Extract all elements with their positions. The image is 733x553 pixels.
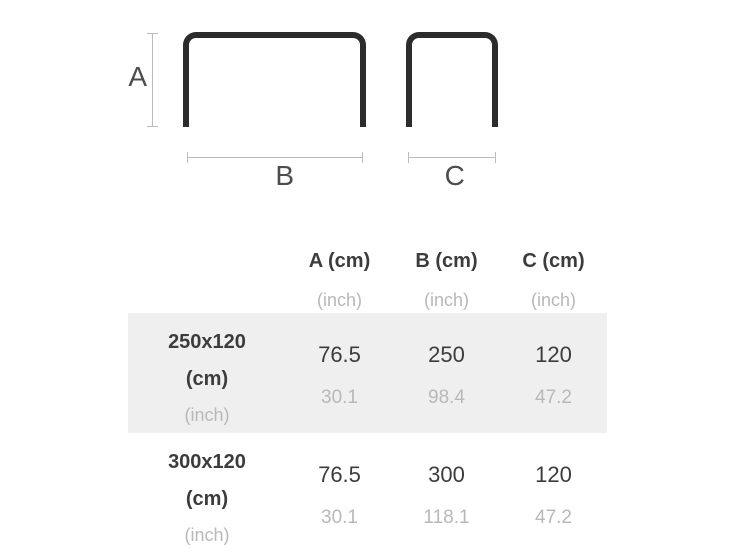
column-header-a-inch: (inch): [316, 290, 362, 310]
frame-front-view: [183, 32, 366, 127]
value-cm: 76.5: [318, 341, 361, 367]
depth-dimension-line: [408, 157, 496, 158]
column-header-b-inch: (inch): [423, 290, 469, 310]
width-dimension-line: [187, 157, 363, 158]
value-inch: 30.1: [321, 386, 358, 408]
width-label: B: [275, 160, 295, 191]
row-size: 300x120: [168, 451, 246, 473]
dimension-diagram: [0, 0, 733, 210]
row-unit-inch: (inch): [184, 405, 230, 425]
cell-300x120-b: [393, 433, 500, 553]
value-cm: 120: [535, 461, 572, 487]
column-header-c-inch: (inch): [530, 290, 576, 310]
dimensions-table: [128, 245, 607, 553]
value-inch: 118.1: [423, 506, 470, 528]
row-unit-inch: (inch): [184, 525, 230, 545]
column-header-b: [393, 245, 500, 313]
height-label: A: [128, 61, 148, 92]
frame-side-view: [406, 32, 498, 127]
cell-250x120-a: [286, 313, 393, 433]
value-cm: 120: [535, 341, 572, 367]
column-header-a: [286, 245, 393, 313]
dimension-tick: [187, 152, 188, 163]
row-unit-cm: (cm): [185, 488, 229, 510]
dimension-tick: [408, 152, 409, 163]
value-inch: 98.4: [428, 386, 465, 408]
column-header-c: [500, 245, 607, 313]
value-cm: 250: [428, 341, 465, 367]
dimension-tick: [147, 33, 158, 34]
column-header-b-cm: B (cm): [415, 250, 478, 272]
value-inch: 47.2: [535, 386, 572, 408]
cell-300x120-c: [500, 433, 607, 553]
depth-label: C: [444, 160, 466, 191]
column-header-c-cm: C (cm): [522, 250, 585, 272]
dimension-tick: [362, 152, 363, 163]
row-label-300x120: [128, 433, 286, 553]
value-cm: 76.5: [318, 461, 361, 487]
cell-300x120-a: [286, 433, 393, 553]
row-label-250x120: [128, 313, 286, 433]
row-size: 250x120: [168, 331, 246, 353]
value-inch: 47.2: [535, 506, 572, 528]
cell-250x120-b: [393, 313, 500, 433]
table-corner-cell: [128, 245, 286, 313]
value-inch: 30.1: [321, 506, 358, 528]
dimension-tick: [147, 126, 158, 127]
value-cm: 300: [428, 461, 465, 487]
row-unit-cm: (cm): [185, 368, 229, 390]
cell-250x120-c: [500, 313, 607, 433]
column-header-a-cm: A (cm): [308, 250, 371, 272]
dimension-tick: [495, 152, 496, 163]
